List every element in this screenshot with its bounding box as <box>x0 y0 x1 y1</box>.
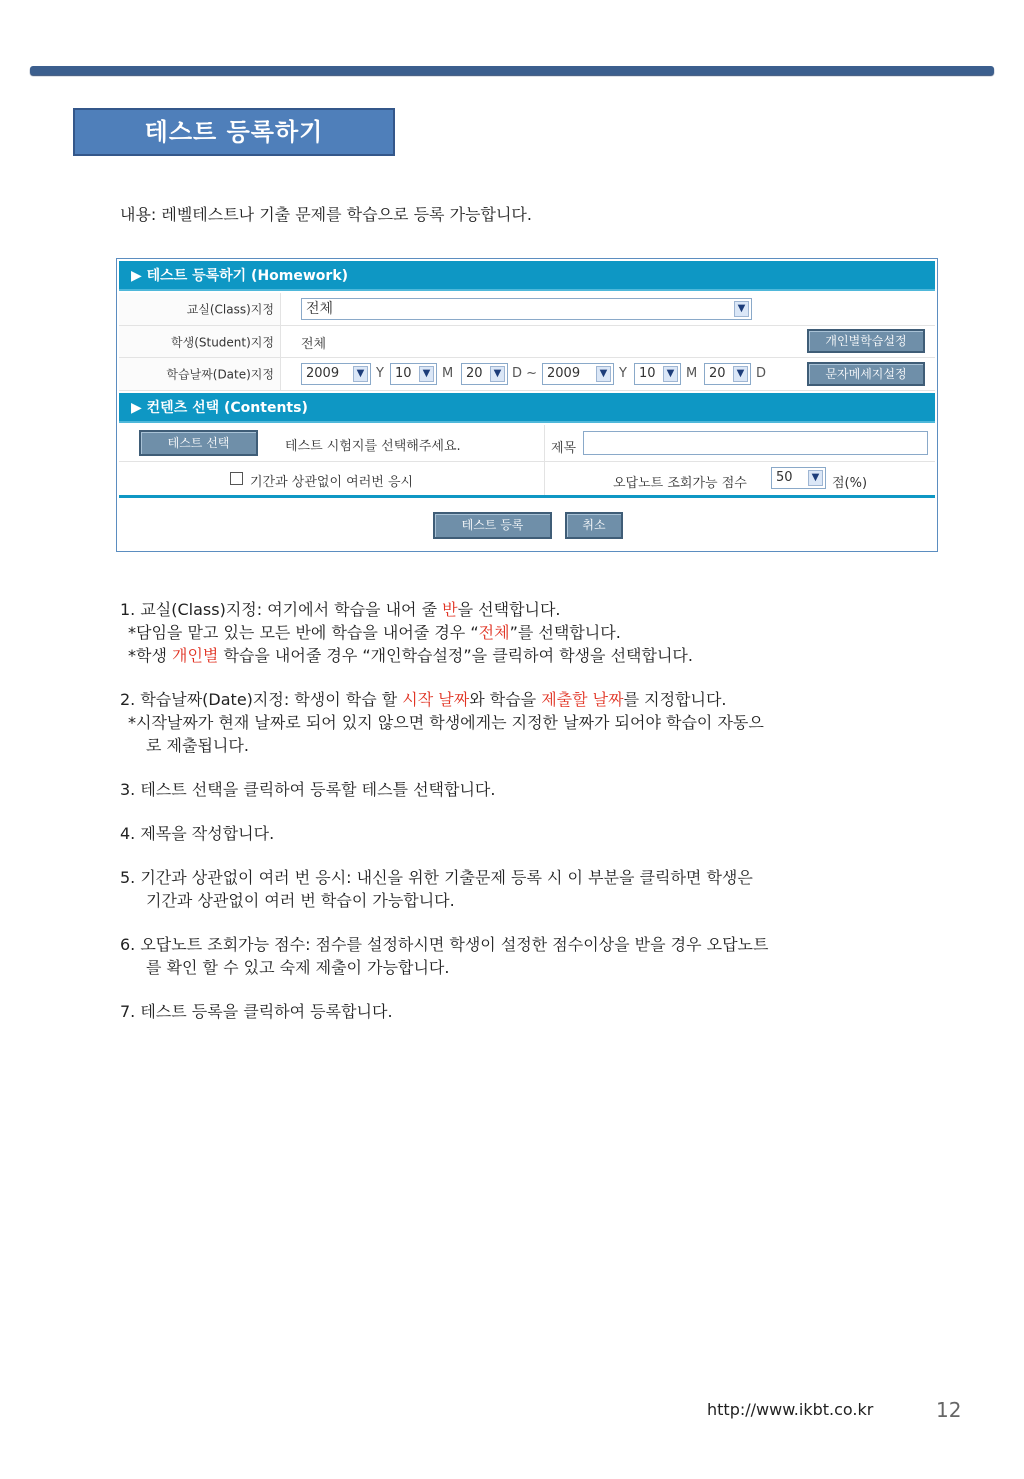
unit-year: Y <box>376 366 384 381</box>
score-select[interactable]: 50 ▼ <box>771 467 826 489</box>
student-row <box>119 326 935 358</box>
end-month-select[interactable]: 10 ▼ <box>634 363 681 385</box>
class-select[interactable]: 전체 ▼ <box>301 298 752 320</box>
chevron-down-icon: ▼ <box>733 366 748 382</box>
test-select-row <box>119 425 935 462</box>
unit-month-end: M <box>686 366 698 381</box>
step-4: 4. 제목을 작성합니다. <box>120 824 275 843</box>
test-select-button[interactable]: 테스트 선택 <box>139 430 258 456</box>
chevron-down-icon: ▼ <box>734 301 749 317</box>
step-7: 7. 테스트 등록을 클릭하여 등록합니다. <box>120 1002 393 1021</box>
chevron-down-icon: ▼ <box>419 366 434 382</box>
page-number: 12 <box>936 1398 962 1422</box>
footer-url: http://www.ikbt.co.kr <box>707 1400 874 1419</box>
start-day-select[interactable]: 20 ▼ <box>461 363 508 385</box>
chevron-down-icon: ▼ <box>808 470 823 486</box>
student-value: 전체 <box>301 337 327 352</box>
options-row <box>119 462 935 498</box>
instruction-list <box>120 598 768 1044</box>
homework-form <box>116 258 938 552</box>
chevron-down-icon: ▼ <box>663 366 678 382</box>
register-test-button[interactable]: 테스트 등록 <box>433 512 552 539</box>
unit-month: M <box>442 366 454 381</box>
start-year-select[interactable]: 2009 ▼ <box>301 363 371 385</box>
individual-setting-button[interactable]: 개인별학습설정 <box>807 329 925 353</box>
wrong-note-label: 오답노트 조회가능 점수 <box>613 476 747 491</box>
date-label: 학습날짜(Date)지정 <box>166 367 274 382</box>
description: 내용: 레벨테스트나 기출 문제를 학습으로 등록 가능합니다. <box>120 205 532 224</box>
cancel-button[interactable]: 취소 <box>565 512 623 539</box>
chevron-down-icon: ▼ <box>353 366 368 382</box>
step-3: 3. 테스트 선택을 클릭하여 등록할 테스틀 선택합니다. <box>120 780 496 799</box>
section-title: 테스트 등록하기 <box>73 108 395 156</box>
student-label: 학생(Student)지정 <box>171 335 274 349</box>
sms-setting-button[interactable]: 문자메세지설정 <box>807 362 925 386</box>
repeat-checkbox[interactable] <box>230 472 243 485</box>
subject-label: 제목 <box>551 441 577 456</box>
step-1: 1. 교실(Class)지정: 여기에서 학습을 내어 줄 반을 선택합니다. *담임을 맡고 있는 모든 반에 학습을 내어줄 경우 “전체”를 선택합니다. *학생 개인별 학습을 내어줄 경우 “개인학습설정”을 클릭하여 학생을 선택합니다. <box>120 600 693 665</box>
end-day-select[interactable]: 20 ▼ <box>704 363 751 385</box>
step-2: 2. 학습날짜(Date)지정: 학생이 학습 할 시작 날짜와 학습을 제출할 날짜를 지정합니다. *시작날짜가 현재 날짜로 되어 있지 않으면 학생에게는 지정한 날짜가 되어야 학습이 자동으 로 제출됩니다. <box>120 690 764 755</box>
class-row <box>119 293 935 326</box>
subject-input[interactable] <box>583 431 928 455</box>
chevron-down-icon: ▼ <box>490 366 505 382</box>
test-select-hint: 테스트 시험지를 선택해주세요. <box>285 439 461 454</box>
class-label: 교실(Class)지정 <box>186 302 274 317</box>
end-year-select[interactable]: 2009 ▼ <box>542 363 614 385</box>
score-unit: 점(%) <box>832 476 868 491</box>
homework-header: ▶ 테스트 등록하기 (Homework) <box>119 261 935 291</box>
repeat-label: 기간과 상관없이 여러번 응시 <box>250 475 414 490</box>
top-divider <box>30 66 994 75</box>
unit-day-range: D ~ <box>512 366 538 381</box>
unit-day-end: D <box>756 366 767 381</box>
date-row <box>119 358 935 391</box>
step-5: 5. 기간과 상관없이 여러 번 응시: 내신을 위한 기출문제 등록 시 이 부분을 클릭하면 학생은 기간과 상관없이 여러 번 학습이 가능합니다. <box>120 868 753 910</box>
unit-year-end: Y <box>619 366 627 381</box>
start-month-select[interactable]: 10 ▼ <box>390 363 437 385</box>
chevron-down-icon: ▼ <box>596 366 611 382</box>
contents-header: ▶ 컨텐츠 선택 (Contents) <box>119 393 935 423</box>
step-6: 6. 오답노트 조회가능 점수: 점수를 설정하시면 학생이 설정한 점수이상을 받을 경우 오답노트 를 확인 할 수 있고 숙제 제출이 가능합니다. <box>120 935 769 977</box>
